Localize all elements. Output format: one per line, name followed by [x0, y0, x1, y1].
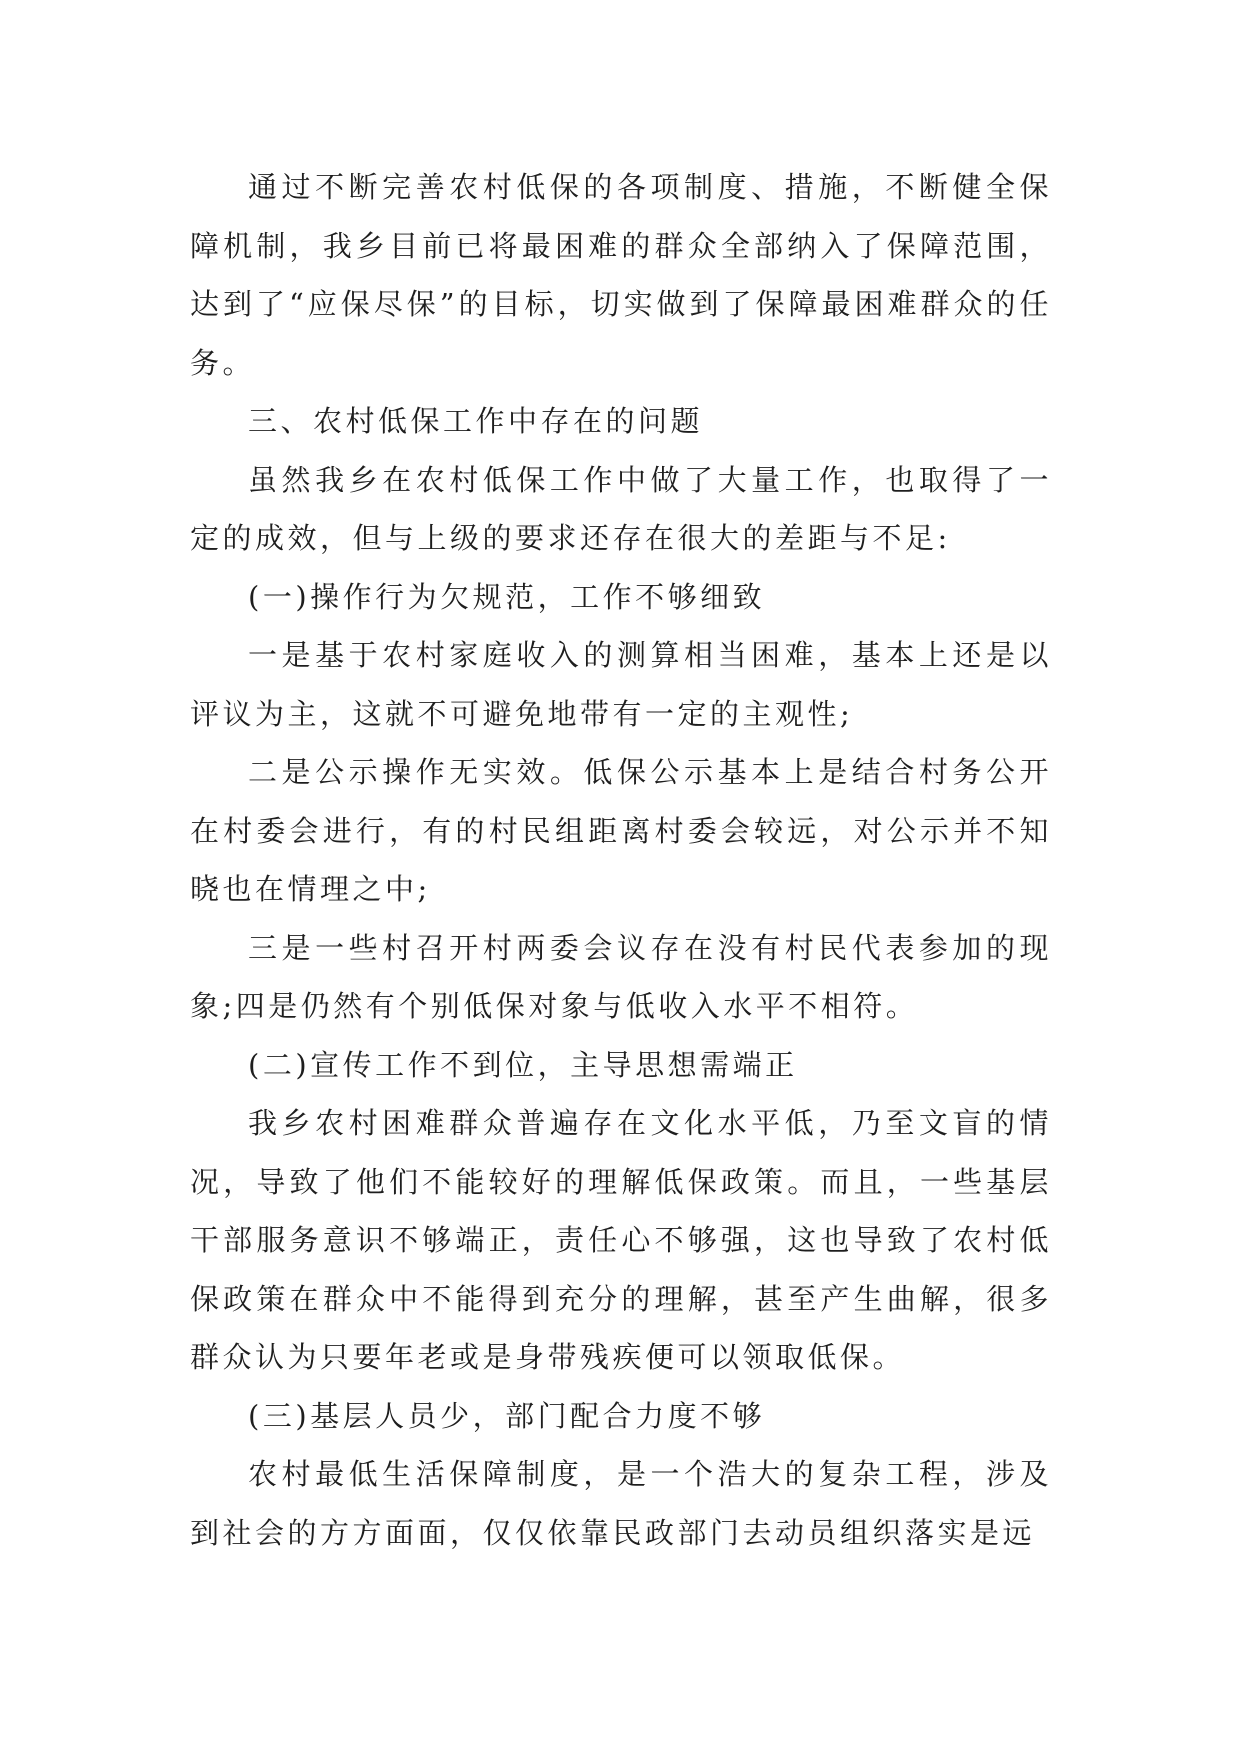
- section-heading-3: 三、农村低保工作中存在的问题: [248, 404, 704, 438]
- paragraph-point-1: 一是基于农村家庭收入的测算相当困难，基本上还是以评议为主，这就不可避免地带有一定的主观性;: [190, 638, 1052, 731]
- paragraph-publicity: 我乡农村困难群众普遍存在文化水平低，乃至文盲的情况，导致了他们不能较好的理解低保政策。而且，一些基层干部服务意识不够端正，责任心不够强，这也导致了农村低保政策在群众中不能得到充分的理解，甚至产生曲解，很多群众认为只要年老或是身带残疾便可以领取低保。: [190, 1106, 1052, 1374]
- subsection-heading-2: (二)宣传工作不到位，主导思想需端正: [248, 1047, 798, 1082]
- paragraph-intro: 通过不断完善农村低保的各项制度、措施，不断健全保障机制，我乡目前已将最困难的群众全部纳入了保障范围，达到了“应保尽保”的目标，切实做到了保障最困难群众的任务。: [190, 170, 1052, 380]
- paragraph-point-3: 三是一些村召开村两委会议存在没有村民代表参加的现象;四是仍然有个别低保对象与低收入水平不相符。: [190, 930, 1052, 1023]
- subsection-heading-3: (三)基层人员少，部门配合力度不够: [248, 1398, 766, 1433]
- subsection-heading-1: (一)操作行为欠规范，工作不够细致: [248, 579, 766, 614]
- paragraph-staffing: 农村最低生活保障制度，是一个浩大的复杂工程，涉及到社会的方方面面，仅仅依靠民政部门去动员组织落实是远: [190, 1457, 1052, 1550]
- paragraph-point-2: 二是公示操作无实效。低保公示基本上是结合村务公开在村委会进行，有的村民组距离村委会较远，对公示并不知晓也在情理之中;: [190, 755, 1052, 906]
- paragraph-overview: 虽然我乡在农村低保工作中做了大量工作，也取得了一定的成效，但与上级的要求还存在很大的差距与不足:: [190, 462, 1052, 555]
- document-body: [190, 158, 1052, 1562]
